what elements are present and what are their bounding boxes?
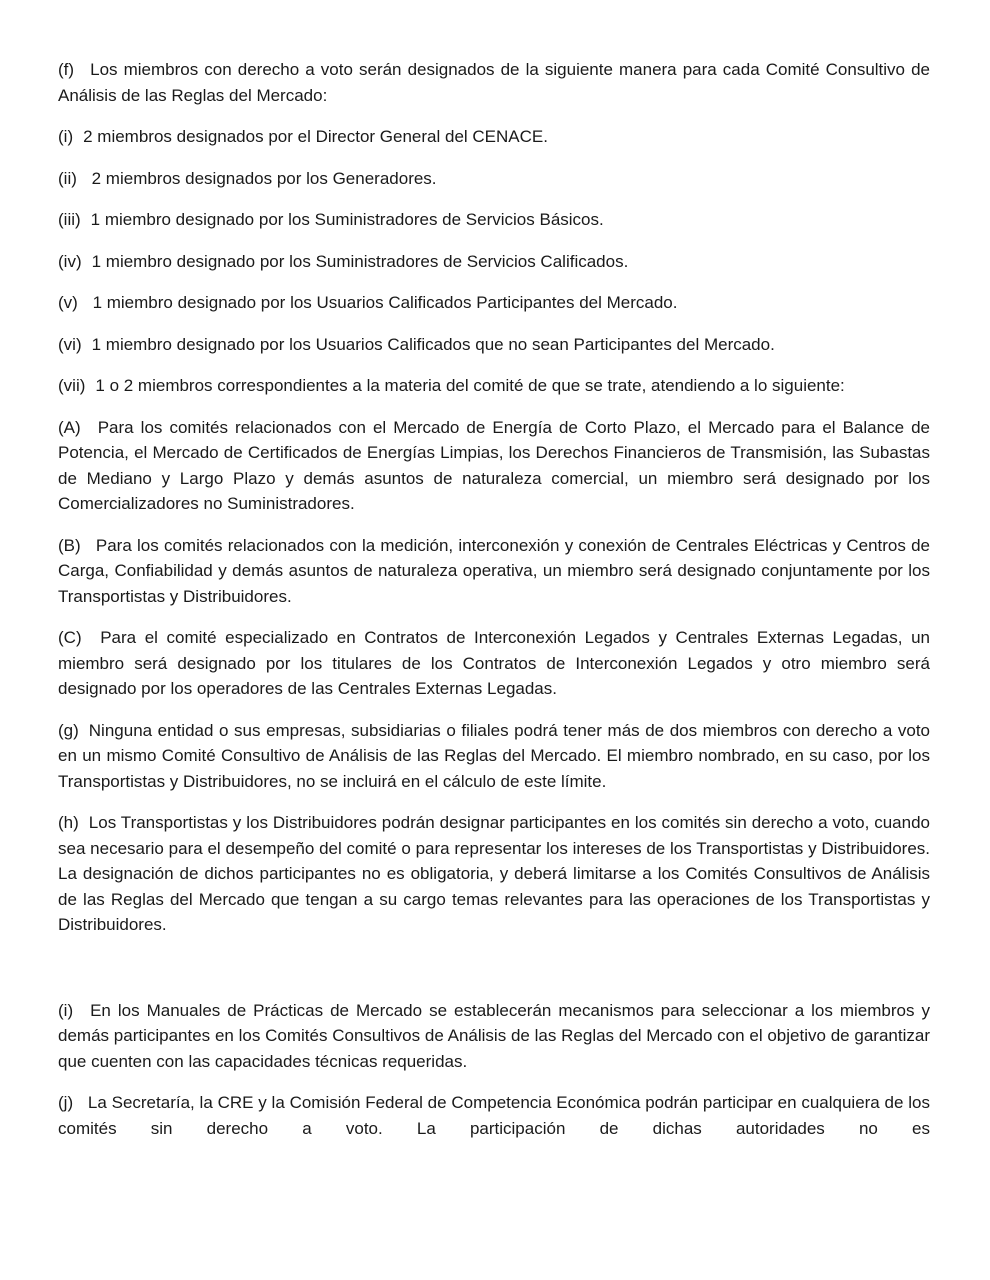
paragraph-label: (vi) <box>58 334 82 354</box>
paragraph-text: 2 miembros designados por los Generadores. <box>91 168 437 188</box>
paragraph-text: 1 o 2 miembros correspondientes a la materia del comité de que se trate, atendiendo a lo siguiente: <box>95 376 845 395</box>
paragraph-text: Los miembros con derecho a voto serán designados de la siguiente manera para cada Comité Consultivo de Análisis de las Reglas del Mercado: <box>58 60 930 105</box>
paragraph-label: (B) <box>58 535 81 555</box>
blank-line <box>58 954 930 998</box>
paragraph-text: Para el comité especializado en Contratos de Interconexión Legados y Centrales Externas Legadas, un miembro será designado por los titulares de los Contratos de Interconexión Legados y otro miembro será designado por los operadores de las Centrales Externas Legadas. <box>58 628 930 698</box>
paragraph-label: (i) <box>58 1000 74 1020</box>
list-item-i <box>58 124 930 150</box>
paragraph-label: (iv) <box>58 251 82 271</box>
paragraph-text: Para los comités relacionados con el Mercado de Energía de Corto Plazo, el Mercado para el Balance de Potencia, el Mercado de Certificados de Energías Limpias, los Derechos Financieros de Transmisión, las Subastas de Mediano y Largo Plazo y demás asuntos de naturaleza comercial, un miembro será designado por los Comercializadores no Suministradores. <box>58 417 930 513</box>
paragraph-text: Para los comités relacionados con la medición, interconexión y conexión de Centrales Eléctricas y Centros de Carga, Confiabilidad y demás asuntos de naturaleza operativa, un miembro será designado conjuntamente por los Transportistas y Distribuidores. <box>58 535 930 606</box>
paragraph-text: 1 miembro designado por los Suministradores de Servicios Básicos. <box>90 210 604 229</box>
subitem-C <box>58 625 930 702</box>
paragraph-label: (vii) <box>58 376 86 395</box>
paragraph-text: 1 miembro designado por los Usuarios Calificados que no sean Participantes del Mercado. <box>91 334 775 354</box>
list-item-vi <box>58 332 930 358</box>
paragraph-label: (ii) <box>58 168 77 188</box>
paragraph-label: (g) <box>58 720 79 740</box>
paragraph-text: 2 miembros designados por el Director General del CENACE. <box>83 127 548 146</box>
paragraph-text: 1 miembro designado por los Suministradores de Servicios Calificados. <box>91 251 629 271</box>
paragraph-label: (h) <box>58 813 79 832</box>
list-item-vii <box>58 373 930 399</box>
paragraph-label: (A) <box>58 417 81 437</box>
list-item-iv <box>58 249 930 275</box>
subitem-A <box>58 415 930 517</box>
document-page <box>58 57 930 1157</box>
paragraph-j <box>58 1090 930 1141</box>
paragraph-text: En los Manuales de Prácticas de Mercado se establecerán mecanismos para seleccionar a los miembros y demás participantes en los Comités Consultivos de Análisis de las Reglas del Mercado con el objetivo de garantizar que cuenten con las capacidades técnicas requeridas. <box>58 1000 930 1071</box>
paragraph-label: (j) <box>58 1093 74 1112</box>
list-item-ii <box>58 166 930 192</box>
subitem-B <box>58 533 930 610</box>
list-item-v <box>58 290 930 316</box>
paragraph-f <box>58 57 930 108</box>
paragraph-text: La Secretaría, la CRE y la Comisión Federal de Competencia Económica podrán participar en cualquiera de los comités sin derecho a voto. La participación de dichas autoridades no es <box>58 1093 930 1138</box>
paragraph-g <box>58 718 930 795</box>
paragraph-label: (i) <box>58 127 74 146</box>
paragraph-text: Ninguna entidad o sus empresas, subsidiarias o filiales podrá tener más de dos miembros con derecho a voto en un mismo Comité Consultivo de Análisis de las Reglas del Mercado. El miembro nombrado, en su caso, por los Transportistas y Distribuidores, no se incluirá en el cálculo de este límite. <box>58 720 930 791</box>
paragraph-text: Los Transportistas y los Distribuidores podrán designar participantes en los comités sin derecho a voto, cuando sea necesario para el desempeño del comité o para representar los intereses de los Transportistas y Distribuidores. La designación de dichos participantes no es obligatoria, y deberá limitarse a los Comités Consultivos de Análisis de las Reglas del Mercado que tengan a su cargo temas relevantes para las operaciones de los Transportistas y Distribuidores. <box>58 813 930 934</box>
paragraph-text: 1 miembro designado por los Usuarios Calificados Participantes del Mercado. <box>92 293 678 312</box>
paragraph-label: (C) <box>58 628 82 647</box>
paragraph-i <box>58 998 930 1075</box>
paragraph-label: (iii) <box>58 210 81 229</box>
list-item-iii <box>58 207 930 233</box>
paragraph-label: (v) <box>58 293 78 312</box>
paragraph-label: (f) <box>58 60 75 79</box>
paragraph-h <box>58 810 930 938</box>
